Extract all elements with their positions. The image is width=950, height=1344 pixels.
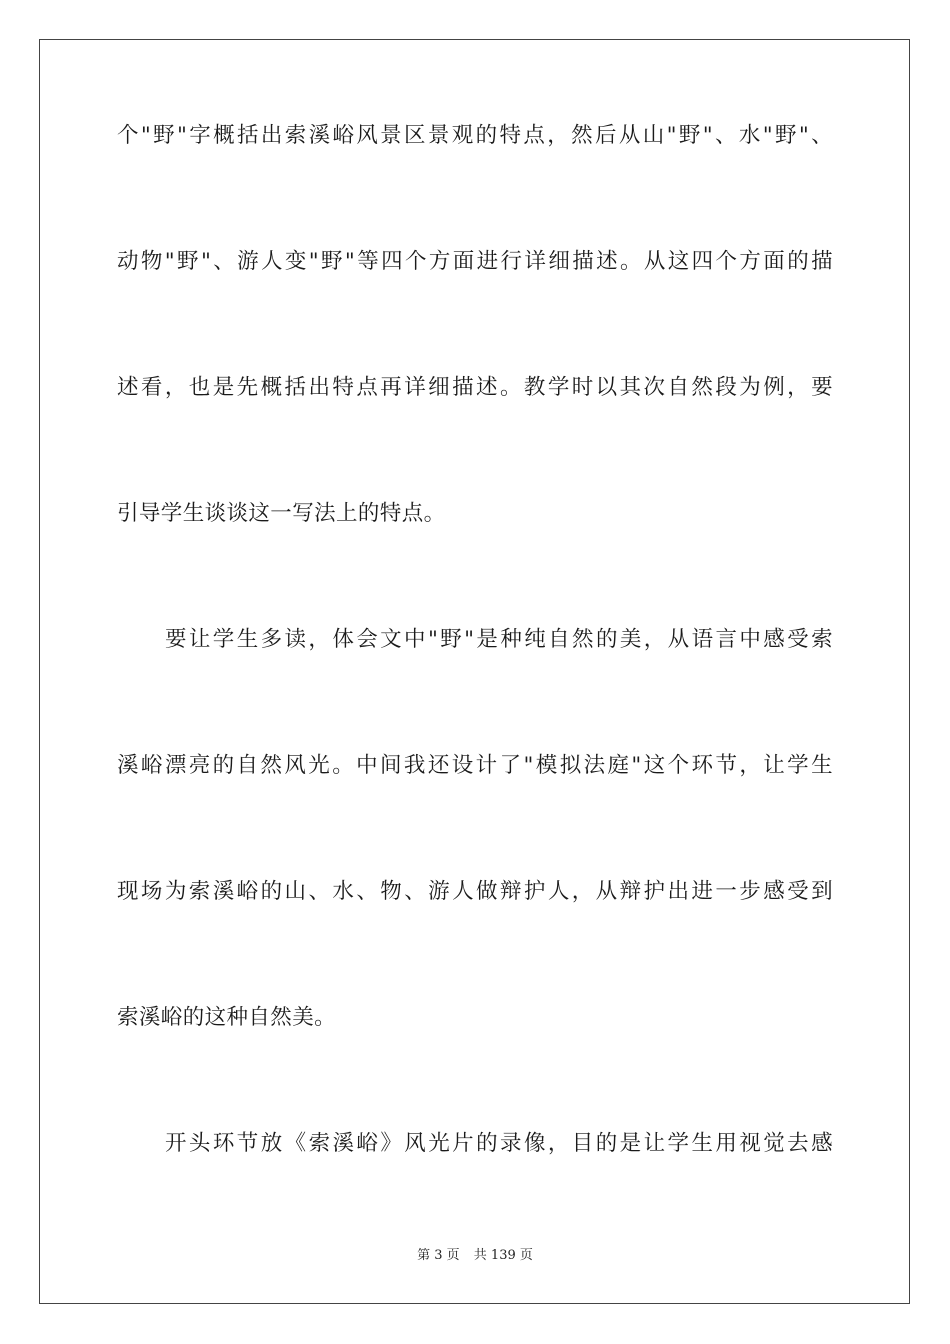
paragraph-start-line: 要让学生多读，体会文中"野"是种纯自然的美，从语言中感受索 bbox=[165, 627, 833, 652]
text-line: 溪峪漂亮的自然风光。中间我还设计了"模拟法庭"这个环节，让学生 bbox=[117, 753, 833, 778]
text-line: 述看，也是先概括出特点再详细描述。教学时以其次自然段为例，要 bbox=[117, 375, 833, 400]
text-line: 索溪峪的这种自然美。 bbox=[117, 1005, 337, 1030]
paragraph-start-line: 开头环节放《索溪峪》风光片的录像，目的是让学生用视觉去感 bbox=[165, 1131, 833, 1156]
text-line: 个"野"字概括出索溪峪风景区景观的特点，然后从山"野"、水"野"、 bbox=[117, 123, 833, 148]
page-footer bbox=[0, 1247, 950, 1265]
text-line: 动物"野"、游人变"野"等四个方面进行详细描述。从这四个方面的描 bbox=[117, 249, 833, 274]
text-line: 引导学生谈谈这一写法上的特点。 bbox=[117, 501, 446, 526]
total-pages: 共 139 页 bbox=[473, 1248, 533, 1263]
document-body bbox=[117, 123, 833, 1257]
page-number: 第 3 页 bbox=[417, 1248, 460, 1263]
text-line: 现场为索溪峪的山、水、物、游人做辩护人，从辩护出进一步感受到 bbox=[117, 879, 833, 904]
